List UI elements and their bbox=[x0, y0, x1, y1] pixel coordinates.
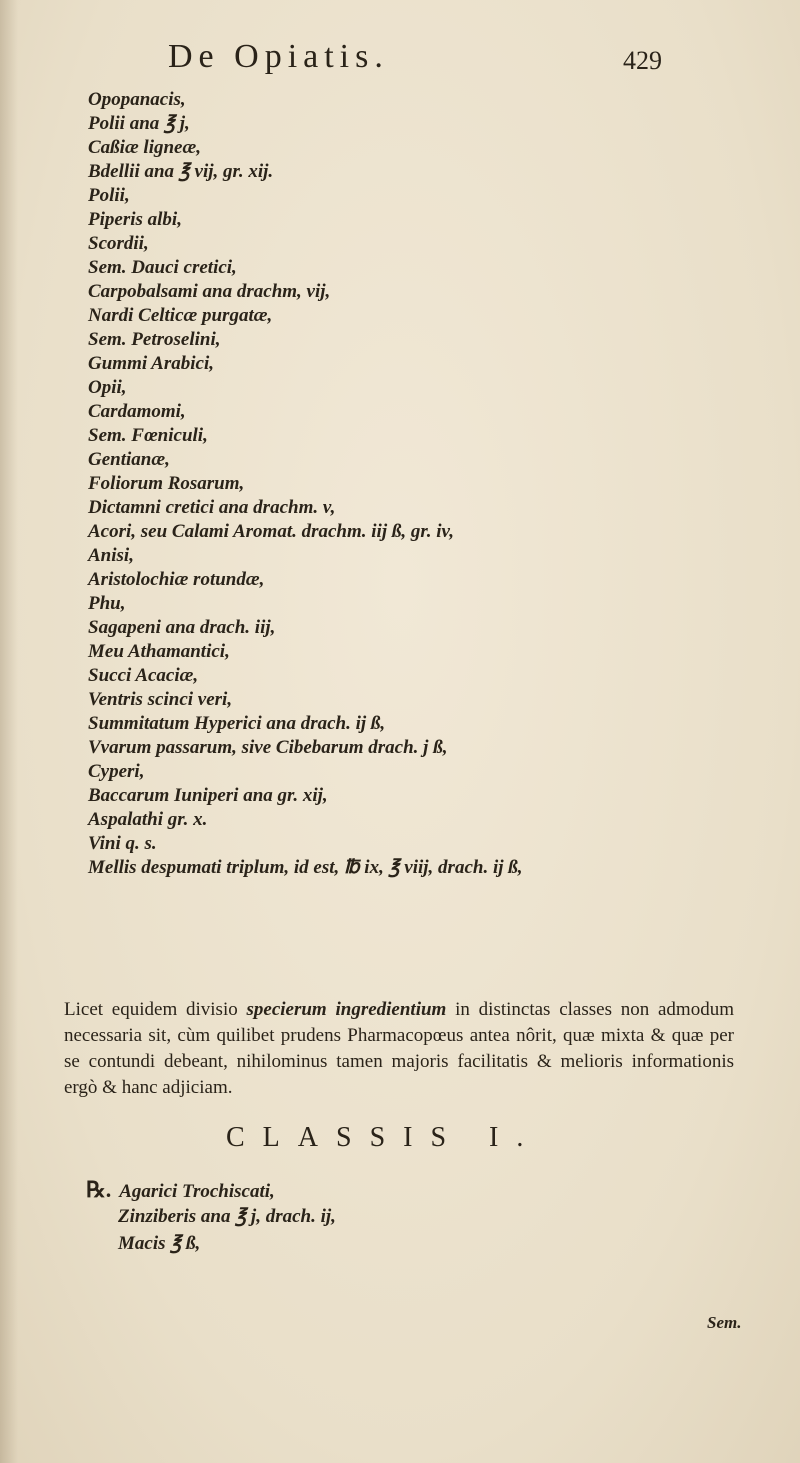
ingredient-line: Caßiæ ligneæ, bbox=[88, 137, 201, 158]
body-paragraph bbox=[64, 997, 734, 1101]
catchword: Sem. bbox=[707, 1313, 742, 1332]
recipe-line: Macis ℥ ß, bbox=[118, 1233, 201, 1254]
ingredient-line: Polii, bbox=[88, 185, 130, 206]
ingredient-line: Mellis despumati triplum, id est, ℔ ix, ℥ viij, drach. ij ß, bbox=[88, 857, 523, 878]
paragraph-text-start: Licet equidem divisio bbox=[64, 999, 247, 1020]
ingredient-line: Foliorum Rosarum, bbox=[88, 473, 245, 494]
ingredient-line: Dictamni cretici ana drachm. v, bbox=[88, 497, 336, 518]
ingredient-line: Meu Athamantici, bbox=[88, 641, 230, 662]
ingredient-line: Baccarum Iuniperi ana gr. xij, bbox=[88, 785, 328, 806]
ingredient-line: Piperis albi, bbox=[88, 209, 182, 230]
ingredient-line: Succi Acaciæ, bbox=[88, 665, 199, 686]
recipe-line-text: Agarici Trochiscati, bbox=[119, 1181, 275, 1202]
paragraph-italic-phrase: specierum ingredientium bbox=[246, 999, 447, 1020]
ingredient-list bbox=[88, 88, 728, 880]
ingredient-line: Ventris scinci veri, bbox=[88, 689, 233, 710]
ingredient-line: Gummi Arabici, bbox=[88, 353, 214, 374]
ingredient-line: Opii, bbox=[88, 377, 127, 398]
section-heading: CLASSIS I. bbox=[226, 1122, 542, 1153]
ingredient-line: Gentianæ, bbox=[88, 449, 170, 470]
recipe-list bbox=[86, 1176, 686, 1257]
ingredient-line: Vvarum passarum, sive Cibebarum drach. j ß, bbox=[88, 737, 448, 758]
ingredient-line: Opopanacis, bbox=[88, 89, 186, 110]
ingredient-line: Cardamomi, bbox=[88, 401, 186, 422]
ingredient-line: Summitatum Hyperici ana drach. ij ß, bbox=[88, 713, 386, 734]
page-header bbox=[168, 38, 728, 78]
ingredient-line: Phu, bbox=[88, 593, 126, 614]
recipe-line: Zinziberis ana ℥ j, drach. ij, bbox=[118, 1206, 336, 1227]
ingredient-line: Aristolochiæ rotundæ, bbox=[88, 569, 265, 590]
ingredient-line: Vini q. s. bbox=[88, 833, 157, 854]
paragraph-text-end: in distinctas classes non admodum necessaria sit, cùm quilibet prudens Pharmacopœus antea nôrit, quæ mixta & quæ per se contundi debeant, nihilominus tamen majoris facilitatis & melioris informationis ergò & hanc adjiciam. bbox=[64, 999, 734, 1098]
ingredient-line: Cyperi, bbox=[88, 761, 145, 782]
ingredient-line: Sem. Dauci cretici, bbox=[88, 257, 237, 278]
ingredient-line: Carpobalsami ana drachm, vij, bbox=[88, 281, 331, 302]
ingredient-line: Polii ana ℥ j, bbox=[88, 113, 190, 134]
ingredient-line: Acori, seu Calami Aromat. drachm. iij ß, gr. iv, bbox=[88, 521, 454, 542]
ingredient-line: Anisi, bbox=[88, 545, 134, 566]
recipe-symbol-icon: ℞. bbox=[86, 1177, 112, 1202]
ingredient-line: Bdellii ana ℥ vij, gr. xij. bbox=[88, 161, 274, 182]
page-edge-shadow bbox=[0, 0, 18, 1463]
ingredient-line: Aspalathi gr. x. bbox=[88, 809, 208, 830]
ingredient-line: Scordii, bbox=[88, 233, 149, 254]
running-title: De Opiatis. bbox=[168, 38, 389, 75]
recipe-line bbox=[86, 1176, 686, 1203]
ingredient-line: Nardi Celticæ purgatæ, bbox=[88, 305, 273, 326]
page-number: 429 bbox=[623, 46, 662, 75]
ingredient-line: Sem. Petroselini, bbox=[88, 329, 221, 350]
ingredient-line: Sem. Fœniculi, bbox=[88, 425, 208, 446]
ingredient-line: Sagapeni ana drach. iij, bbox=[88, 617, 276, 638]
